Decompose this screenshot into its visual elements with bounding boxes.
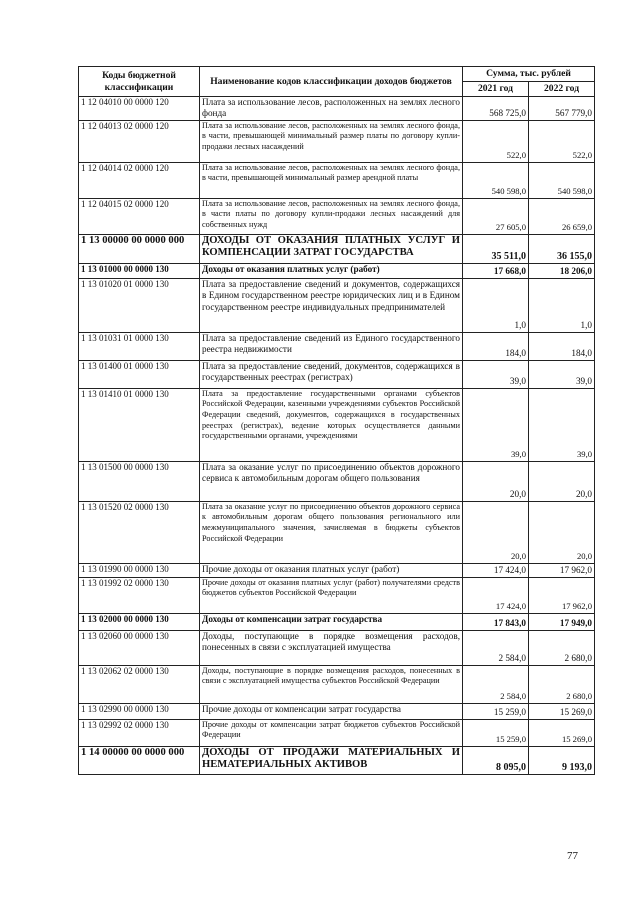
table-row: [79, 263, 595, 278]
row-code: 1 12 04015 02 0000 120: [79, 198, 200, 234]
table-row: [79, 120, 595, 162]
row-code: 1 12 04013 02 0000 120: [79, 120, 200, 162]
column-header-sum: Сумма, тыс. рублей: [463, 67, 595, 82]
row-name: Плата за использование лесов, расположенных на землях лесного фонда, в части, превышающей минимальный размер арендной платы: [200, 162, 463, 198]
row-value-2022: 17 962,0: [529, 563, 595, 577]
row-code: 1 13 02062 02 0000 130: [79, 665, 200, 703]
row-value-2022: 20,0: [529, 461, 595, 501]
column-header-codes: Коды бюджетной классификации: [79, 67, 200, 97]
row-code: 1 13 01031 01 0000 130: [79, 332, 200, 360]
row-name: Плата за использование лесов, расположенных на землях лесного фонда: [200, 97, 463, 121]
row-name: Доходы, поступающие в порядке возмещения расходов, понесенных в связи с эксплуатацией имущества: [200, 630, 463, 665]
row-code: 1 12 04010 00 0000 120: [79, 97, 200, 121]
row-name: Плата за предоставление государственными органами субъектов Российской Федерации, казенными учреждениями субъектов Российской Федерации сведений, документов, содержащихся в государственных реестрах (регистрах), ведение которых осуществляется данными государственными органами, учреждениями: [200, 388, 463, 461]
row-value-2021: 568 725,0: [463, 97, 529, 121]
table-row: [79, 198, 595, 234]
row-code: 1 13 01020 01 0000 130: [79, 278, 200, 332]
page-number: 77: [567, 850, 578, 862]
row-value-2021: 2 584,0: [463, 665, 529, 703]
row-value-2021: 522,0: [463, 120, 529, 162]
table-row: [79, 577, 595, 613]
row-value-2021: 20,0: [463, 501, 529, 563]
row-name: Плата за оказание услуг по присоединению объектов дорожного сервиса к автомобильным дорогам общего пользования: [200, 461, 463, 501]
table-row: [79, 563, 595, 577]
row-name: ДОХОДЫ ОТ ПРОДАЖИ МАТЕРИАЛЬНЫХ И НЕМАТЕРИАЛЬНЫХ АКТИВОВ: [200, 746, 463, 774]
row-value-2021: 35 511,0: [463, 234, 529, 263]
row-value-2022: 39,0: [529, 360, 595, 388]
row-code: 1 13 01410 01 0000 130: [79, 388, 200, 461]
row-name: Прочие доходы от оказания платных услуг (работ) получателями средств бюджетов субъектов Российской Федерации: [200, 577, 463, 613]
row-name: Плата за предоставление сведений и документов, содержащихся в Едином государственном реестре юридических лиц и в Едином государственном реестре индивидуальных предпринимателей: [200, 278, 463, 332]
row-code: 1 12 04014 02 0000 120: [79, 162, 200, 198]
row-value-2021: 540 598,0: [463, 162, 529, 198]
row-name: Прочие доходы от компенсации затрат бюджетов субъектов Российской Федерации: [200, 719, 463, 746]
row-name: Прочие доходы от компенсации затрат государства: [200, 703, 463, 719]
row-code: 1 13 01000 00 0000 130: [79, 263, 200, 278]
row-value-2022: 20,0: [529, 501, 595, 563]
row-value-2021: 17 424,0: [463, 577, 529, 613]
row-code: 1 13 01992 02 0000 130: [79, 577, 200, 613]
row-code: 1 13 01520 02 0000 130: [79, 501, 200, 563]
table-row: [79, 461, 595, 501]
row-name: Плата за оказание услуг по присоединению объектов дорожного сервиса к автомобильным дорогам общего пользования регионального или межмуниципального значения, зачисляемая в бюджеты субъектов Российской Федерации: [200, 501, 463, 563]
row-value-2022: 17 962,0: [529, 577, 595, 613]
row-value-2021: 20,0: [463, 461, 529, 501]
row-code: 1 13 02060 00 0000 130: [79, 630, 200, 665]
row-code: 1 13 02992 02 0000 130: [79, 719, 200, 746]
row-name: Доходы от компенсации затрат государства: [200, 613, 463, 630]
table-row: [79, 665, 595, 703]
row-code: 1 13 01500 00 0000 130: [79, 461, 200, 501]
table-row: [79, 630, 595, 665]
row-value-2022: 567 779,0: [529, 97, 595, 121]
row-value-2021: 15 259,0: [463, 719, 529, 746]
row-code: 1 13 01400 01 0000 130: [79, 360, 200, 388]
table-row: [79, 613, 595, 630]
row-value-2022: 15 269,0: [529, 719, 595, 746]
row-value-2022: 522,0: [529, 120, 595, 162]
row-code: 1 13 01990 00 0000 130: [79, 563, 200, 577]
table-row: [79, 360, 595, 388]
table-row: [79, 703, 595, 719]
table-row: [79, 234, 595, 263]
row-value-2021: 8 095,0: [463, 746, 529, 774]
table-row: [79, 162, 595, 198]
row-value-2022: 17 949,0: [529, 613, 595, 630]
row-value-2021: 2 584,0: [463, 630, 529, 665]
row-value-2022: 9 193,0: [529, 746, 595, 774]
row-value-2022: 2 680,0: [529, 630, 595, 665]
row-value-2021: 39,0: [463, 360, 529, 388]
row-name: Плата за использование лесов, расположенных на землях лесного фонда, в части платы по договору купли-продажи лесных насаждений для собственных нужд: [200, 198, 463, 234]
table-row: [79, 332, 595, 360]
row-value-2021: 17 424,0: [463, 563, 529, 577]
row-value-2022: 36 155,0: [529, 234, 595, 263]
row-name: Доходы от оказания платных услуг (работ): [200, 263, 463, 278]
row-name: Плата за предоставление сведений из Единого государственного реестра недвижимости: [200, 332, 463, 360]
row-code: 1 13 00000 00 0000 000: [79, 234, 200, 263]
row-code: 1 13 02990 00 0000 130: [79, 703, 200, 719]
row-value-2022: 2 680,0: [529, 665, 595, 703]
row-value-2021: 15 259,0: [463, 703, 529, 719]
table-row: [79, 97, 595, 121]
row-value-2021: 39,0: [463, 388, 529, 461]
row-value-2021: 17 668,0: [463, 263, 529, 278]
row-value-2021: 27 605,0: [463, 198, 529, 234]
row-name: ДОХОДЫ ОТ ОКАЗАНИЯ ПЛАТНЫХ УСЛУГ И КОМПЕНСАЦИИ ЗАТРАТ ГОСУДАРСТВА: [200, 234, 463, 263]
row-code: 1 13 02000 00 0000 130: [79, 613, 200, 630]
table-row: [79, 388, 595, 461]
row-value-2022: 39,0: [529, 388, 595, 461]
row-name: Доходы, поступающие в порядке возмещения расходов, понесенных в связи с эксплуатацией имущества субъектов Российской Федерации: [200, 665, 463, 703]
column-header-2021: 2021 год: [463, 82, 529, 97]
row-code: 1 14 00000 00 0000 000: [79, 746, 200, 774]
row-name: Прочие доходы от оказания платных услуг (работ): [200, 563, 463, 577]
row-value-2021: 184,0: [463, 332, 529, 360]
table-row: [79, 719, 595, 746]
row-name: Плата за предоставление сведений, документов, содержащихся в государственных реестрах (регистрах): [200, 360, 463, 388]
row-value-2021: 17 843,0: [463, 613, 529, 630]
table-row: [79, 746, 595, 774]
budget-revenue-table: [78, 66, 595, 775]
row-value-2022: 15 269,0: [529, 703, 595, 719]
column-header-names: Наименование кодов классификации доходов бюджетов: [200, 67, 463, 97]
row-value-2022: 1,0: [529, 278, 595, 332]
row-name: Плата за использование лесов, расположенных на землях лесного фонда, в части, превышающей минимальный размер платы по договору купли-продажи лесных насаждений: [200, 120, 463, 162]
row-value-2022: 26 659,0: [529, 198, 595, 234]
table-row: [79, 501, 595, 563]
row-value-2021: 1,0: [463, 278, 529, 332]
column-header-2022: 2022 год: [529, 82, 595, 97]
row-value-2022: 18 206,0: [529, 263, 595, 278]
row-value-2022: 540 598,0: [529, 162, 595, 198]
table-row: [79, 278, 595, 332]
row-value-2022: 184,0: [529, 332, 595, 360]
